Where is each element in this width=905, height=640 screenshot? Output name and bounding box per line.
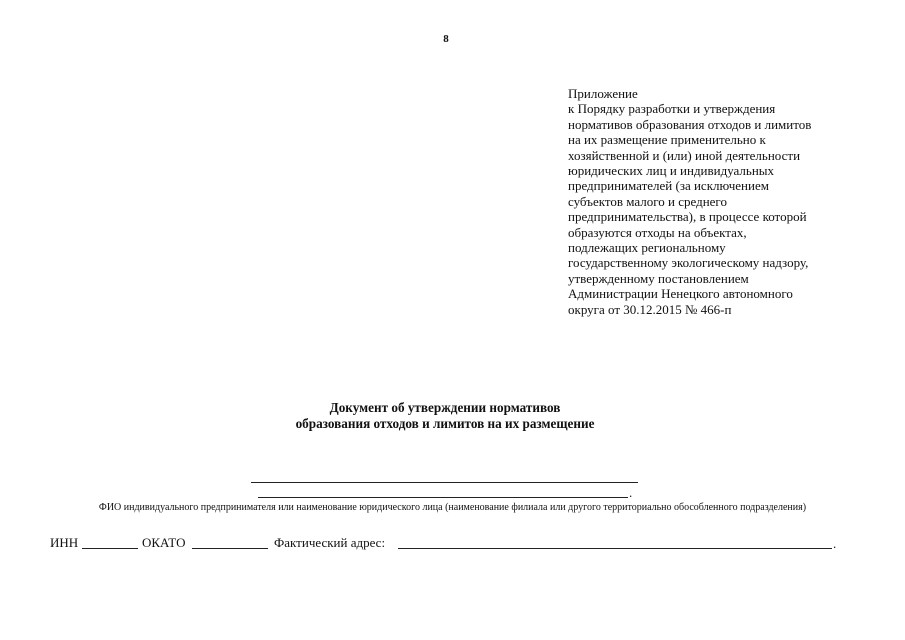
- address-label: Фактический адрес:: [274, 535, 386, 550]
- appendix-line: субъектов малого и среднего: [568, 193, 727, 209]
- appendix-line: хозяйственной и (или) иной деятельности: [568, 147, 801, 163]
- appendix-line: утвержденному постановлением: [568, 270, 749, 286]
- appendix-line: Приложение: [568, 86, 638, 101]
- document-title-line-1: Документ об утверждении нормативов: [329, 400, 561, 415]
- okato-field[interactable]: [192, 548, 268, 549]
- appendix-line: к Порядку разработки и утверждения: [568, 101, 776, 117]
- inn-field[interactable]: [82, 548, 138, 549]
- address-field[interactable]: [398, 548, 832, 549]
- page-number: 8: [443, 33, 449, 45]
- document-title-line-2: образования отходов и лимитов на их размещение: [295, 416, 595, 431]
- name-blank-line-1[interactable]: [251, 482, 638, 483]
- appendix-line: предпринимательства), в процессе которой: [568, 209, 807, 225]
- appendix-line: на их размещение применительно к: [568, 132, 766, 148]
- name-line-period: .: [629, 485, 633, 500]
- inn-label: ИНН: [50, 535, 79, 550]
- appendix-line: подлежащих региональному: [568, 240, 726, 256]
- name-caption: ФИО индивидуального предпринимателя или наименование юридического лица (наименование филиала или другого территориально обособленного подразделения): [98, 502, 807, 513]
- document-title: [200, 400, 690, 432]
- appendix-line: округа от 30.12.2015 № 466-п: [568, 301, 732, 317]
- appendix-line: нормативов образования отходов и лимитов: [568, 116, 812, 132]
- appendix-line: юридических лиц и индивидуальных: [568, 163, 775, 179]
- address-line-period: .: [833, 536, 837, 551]
- appendix-line: Администрации Ненецкого автономного: [568, 286, 793, 302]
- okato-label: ОКАТО: [142, 535, 186, 550]
- name-blank-line-2[interactable]: [258, 497, 628, 498]
- appendix-line: предпринимателей (за исключением: [568, 178, 769, 194]
- appendix-line: государственному экологическому надзору,: [568, 255, 809, 271]
- appendix-header: [568, 86, 848, 317]
- appendix-line: образуются отходы на объектах,: [568, 224, 747, 240]
